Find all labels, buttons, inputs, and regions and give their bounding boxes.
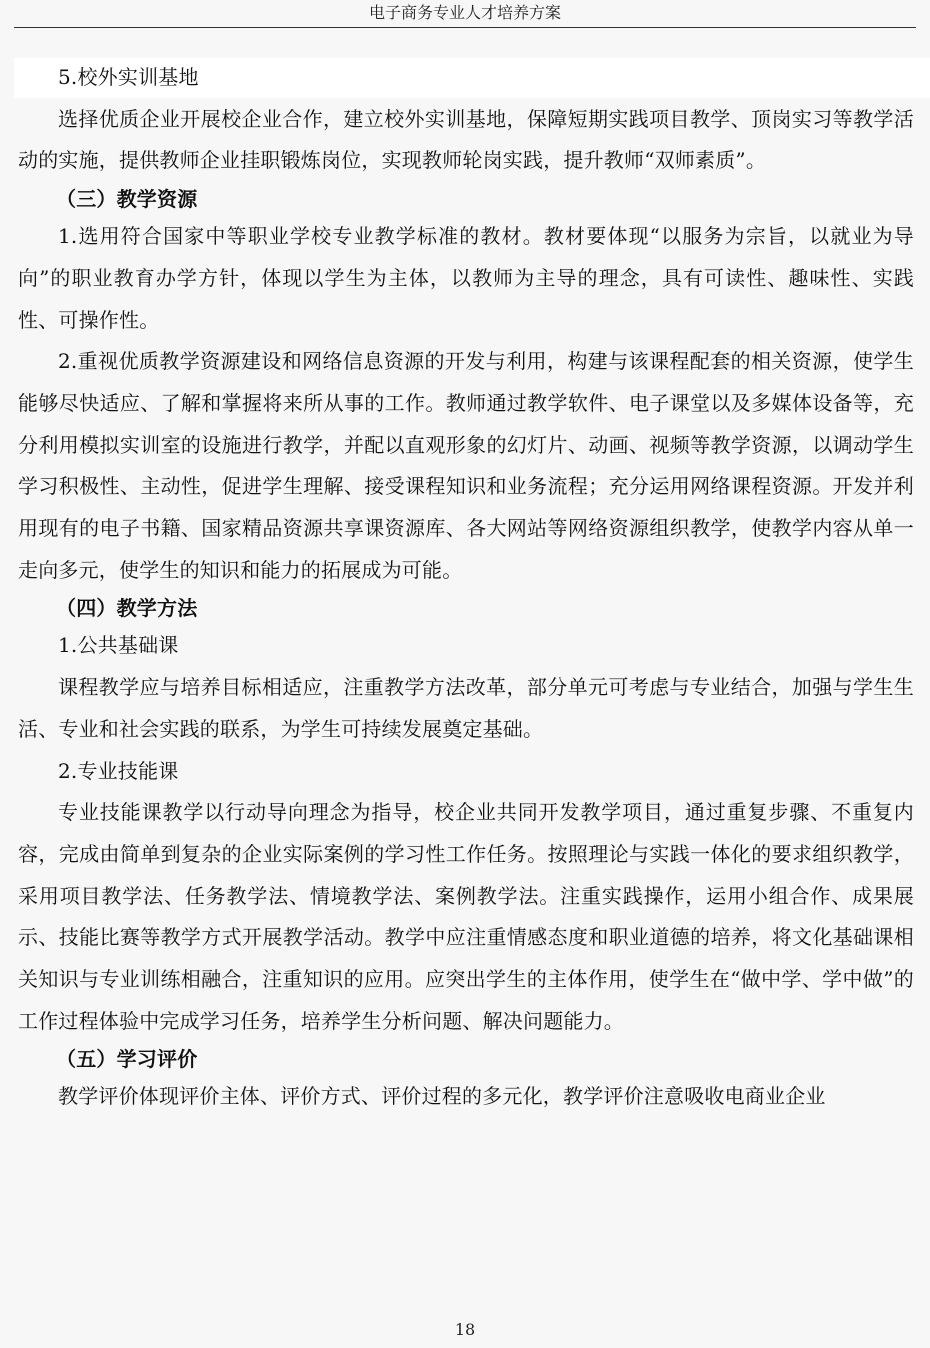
resource-paragraph-1: 1.选用符合国家中等职业学校专业教学标准的教材。教材要体现“以服务为宗旨，以就业为导向”的职业教育办学方针，体现以学生为主体，以教师为主导的理念，具有可读性、趣味性、实践性、可操作性。 <box>18 224 914 332</box>
section5-heading: （五）学习评价 <box>56 1047 198 1072</box>
item5-title: 5.校外实训基地 <box>58 65 199 89</box>
method1-title: 1.公共基础课 <box>58 633 179 658</box>
evaluation-paragraph: 教学评价体现评价主体、评价方式、评价过程的多元化，教学评价注意吸收电商业企业 <box>58 1084 826 1109</box>
page-header <box>0 0 930 28</box>
header-divider <box>14 27 916 28</box>
page-number: 18 <box>454 1320 476 1339</box>
item5-paragraph: 选择优质企业开展校企业合作，建立校外实训基地，保障短期实践项目教学、顶岗实习等教学活动的实施，提供教师企业挂职锻炼岗位，实现教师轮岗实践，提升教师“双师素质”。 <box>18 106 914 173</box>
method2-paragraph: 专业技能课教学以行动导向理念为指导，校企业共同开发教学项目，通过重复步骤、不重复内容，完成由简单到复杂的企业实际案例的学习性工作任务。按照理论与实践一体化的要求组织教学，采用项目教学法、任务教学法、情境教学法、案例教学法。注重实践操作，运用小组合作、成果展示、技能比赛等教学方式开展教学活动。教学中应注重情感态度和职业道德的培养，将文化基础课相关知识与专业训练相融合，注重知识的应用。应突出学生的主体作用，使学生在“做中学、学中做”的工作过程体验中完成学习任务，培养学生分析问题、解决问题能力。 <box>18 800 914 1033</box>
section4-heading: （四）教学方法 <box>56 596 198 621</box>
section3-heading: （三）教学资源 <box>56 187 198 212</box>
document-body <box>18 57 914 1118</box>
method1-paragraph: 课程教学应与培养目标相适应，注重教学方法改革，部分单元可考虑与专业结合，加强与学生生活、专业和社会实践的联系，为学生可持续发展奠定基础。 <box>18 675 914 741</box>
page-footer <box>0 1320 930 1339</box>
method2-title: 2.专业技能课 <box>58 758 179 783</box>
header-title: 电子商务专业人才培养方案 <box>368 3 561 22</box>
resource-paragraph-2: 2.重视优质教学资源建设和网络信息资源的开发与利用，构建与该课程配套的相关资源，使学生能够尽快适应、了解和掌握将来所从事的工作。教师通过教学软件、电子课堂以及多媒体设备等，充分利用模拟实训室的设施进行教学，并配以直观形象的幻灯片、动画、视频等教学资源，以调动学生学习积极性、主动性，促进学生理解、接受课程知识和业务流程；充分运用网络课程资源。开发并利用现有的电子书籍、国家精品资源共享课资源库、各大网站等网络资源组织教学，使教学内容从单一走向多元，使学生的知识和能力的拓展成为可能。 <box>18 349 914 582</box>
